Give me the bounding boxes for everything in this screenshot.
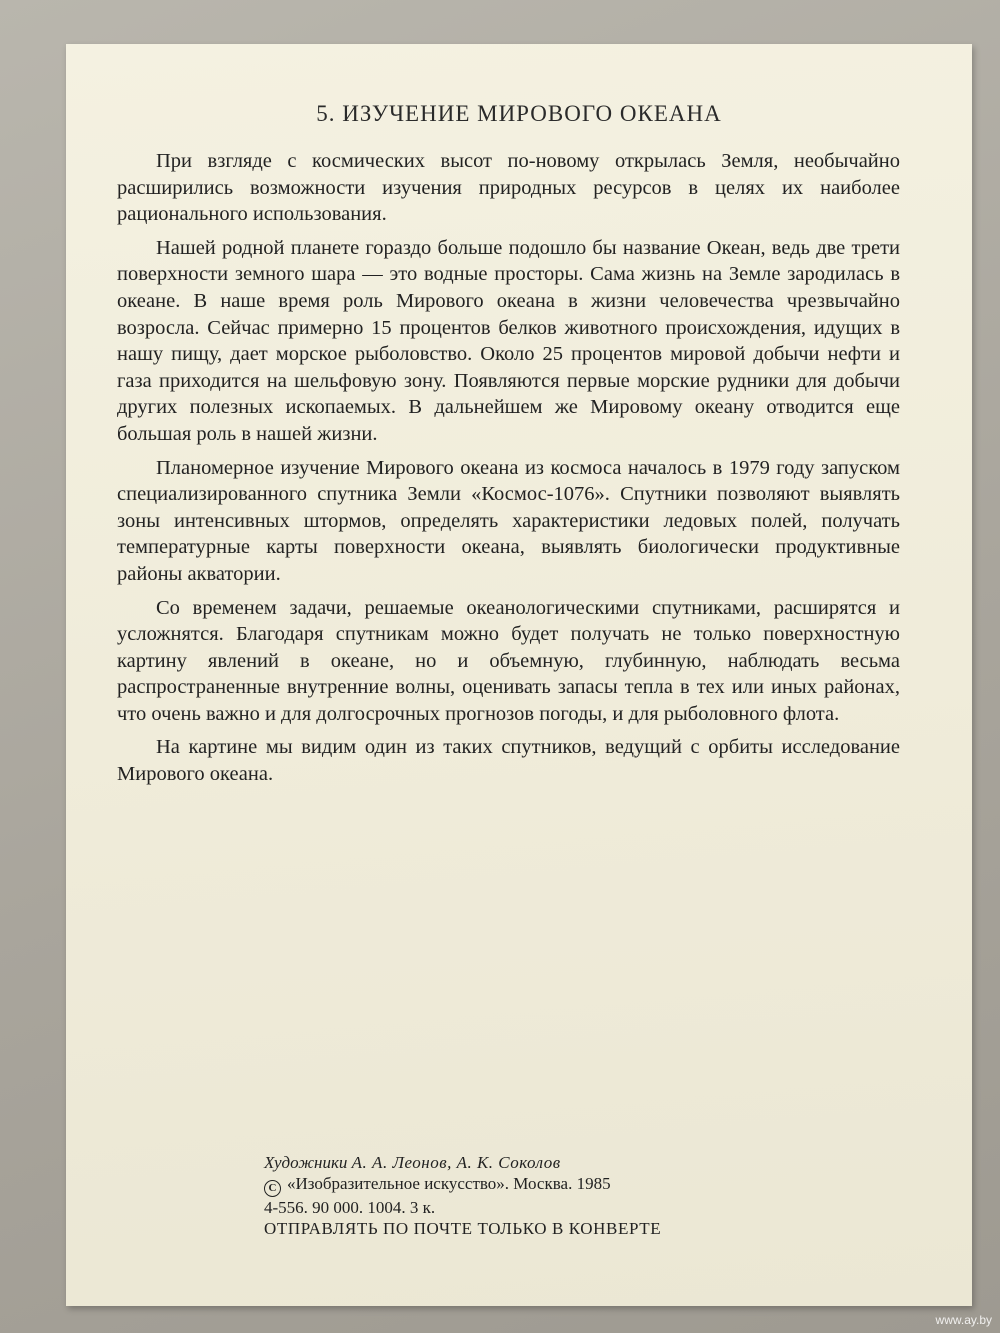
paragraph-2: Нашей родной планете гораздо больше подошло бы название Океан, ведь две трети поверхности земного шара — это водные просторы. Сама жизнь на Земле зародилась в океане. В наше время роль Мирового океана в жизни человечества чрезвычайно возросла. Сейчас примерно 15 процентов белков животного происхождения, идущих в нашу пищу, дает морское рыболовство. Около 25 процентов мировой добычи нефти и газа приходится на шельфовую зону. Появляются первые морские рудники для добычи других полезных ископаемых. В дальнейшем же Мировому океану отводится еще большая роль в нашей жизни. — [117, 236, 900, 445]
artists-line — [264, 1152, 661, 1173]
paragraph-1: При взгляде с космических высот по-новому открылась Земля, необычайно расширились возможности изучения природных ресурсов в целях их наиболее рационального использования. — [117, 150, 900, 226]
publisher-line — [264, 1173, 661, 1197]
print-codes: 4-556. 90 000. 1004. 3 к. — [264, 1198, 436, 1217]
copyright-icon: C — [264, 1180, 281, 1197]
artists-names: А. А. Леонов, А. К. Соколов — [351, 1153, 561, 1172]
artists-label: Художники — [264, 1153, 348, 1172]
imprint-block — [264, 1152, 661, 1239]
paragraph-4: Со временем задачи, решаемые океанологическими спутниками, расширятся и усложнятся. Благодаря спутникам можно будет получать не только поверхностную картину явлений в океане, но и объемную, глубинную, наблюдать весьма распространенные внутренние волны, оценивать запасы тепла в тех или иных районах, что очень важно и для долгосрочных прогнозов погоды, и для рыболовного флота. — [117, 596, 900, 725]
publisher-text: «Изобразительное искусство». Москва. 1985 — [287, 1174, 611, 1193]
mail-notice: ОТПРАВЛЯТЬ ПО ПОЧТЕ ТОЛЬКО В КОНВЕРТЕ — [264, 1219, 662, 1238]
article-body — [117, 148, 900, 795]
paragraph-5: На картине мы видим один из таких спутников, ведущий с орбиты исследование Мирового океана. — [117, 736, 900, 786]
page-title: 5. ИЗУЧЕНИЕ МИРОВОГО ОКЕАНА — [316, 101, 722, 126]
paragraph-3: Планомерное изучение Мирового океана из космоса началось в 1979 году запуском специализированного спутника Земли «Космос-1076». Спутники позволяют выявлять зоны интенсивных штормов, определять характеристики ледовых полей, получать температурные карты поверхности океана, выявлять биологически продуктивные районы акватории. — [117, 456, 900, 585]
site-watermark: www.ay.by — [935, 1313, 992, 1327]
postcard-back — [66, 44, 972, 1306]
